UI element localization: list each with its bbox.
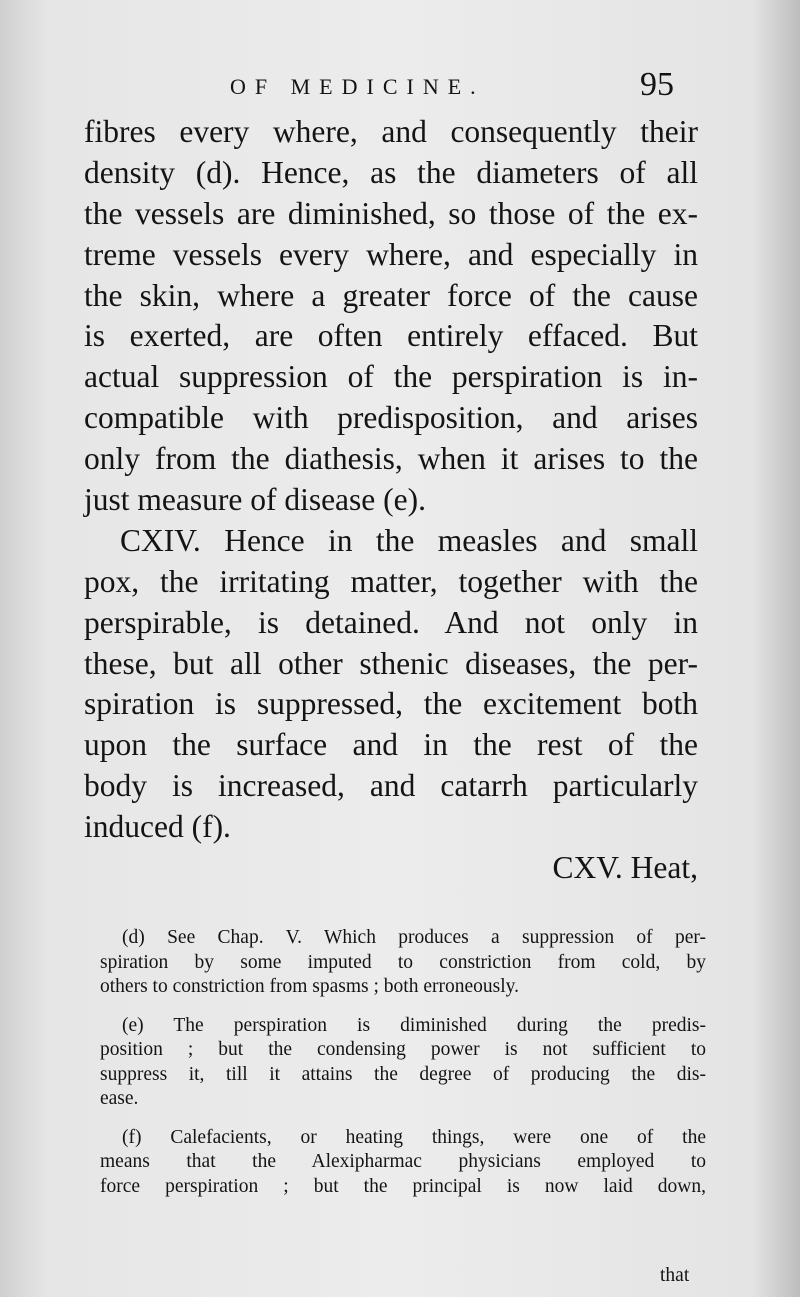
footnote-d <box>100 926 706 1000</box>
page-number: 95 <box>640 66 674 103</box>
footnote-line: spiration by some imputed to constriction from cold, by <box>100 951 706 973</box>
text-line: body is increased, and catarrh particularly <box>84 768 698 804</box>
text-line: treme vessels every where, and especially in <box>84 236 698 272</box>
text-line: just measure of disease (e). <box>84 482 426 518</box>
text-line: these, but all other sthenic diseases, the per- <box>84 645 698 681</box>
text-line: is exerted, are often entirely effaced. But <box>84 318 698 354</box>
footnotes <box>100 926 706 1213</box>
footnote-line: suppress it, till it attains the degree of producing the dis- <box>100 1063 706 1085</box>
text-line: the vessels are diminished, so those of the ex- <box>84 195 698 231</box>
footnote-e <box>100 1014 706 1112</box>
text-line: the skin, where a greater force of the cause <box>84 277 698 313</box>
footnote-line: (f) Calefacients, or heating things, were one of the <box>122 1126 706 1148</box>
footnote-f <box>100 1126 706 1200</box>
section-heading-line: CXV. Heat, <box>552 850 698 886</box>
text-line: only from the diathesis, when it arises to the <box>84 441 698 477</box>
text-line: compatible with predisposition, and arises <box>84 400 698 436</box>
footnote-line: others to constriction from spasms ; both erroneously. <box>100 976 520 997</box>
text-line: perspirable, is detained. And not only in <box>84 604 698 640</box>
footnote-line: (d) See Chap. V. Which produces a suppression of per- <box>122 927 706 948</box>
text-line: pox, the irritating matter, together with the <box>84 563 698 599</box>
section-heading-line: CXIV. Hence in the measles and small <box>120 522 698 558</box>
main-text <box>84 112 698 889</box>
text-line: actual suppression of the perspiration is in- <box>84 359 698 395</box>
text-line: fibres every where, and consequently their <box>84 114 698 149</box>
text-line: density (d). Hence, as the diameters of all <box>84 154 698 190</box>
footnote-line: force perspiration ; but the principal is now laid down, <box>100 1175 706 1197</box>
footnote-line: position ; but the condensing power is not sufficient to <box>100 1039 706 1060</box>
footnote-line: means that the Alexipharmac physicians employed to <box>100 1151 706 1172</box>
footnote-line: ease. <box>100 1088 139 1109</box>
page-header <box>0 66 800 106</box>
footnote-line: (e) The perspiration is diminished during the predis- <box>122 1014 706 1036</box>
text-line: induced (f). <box>84 809 231 845</box>
text-line: upon the surface and in the rest of the <box>84 727 698 763</box>
text-line: spiration is suppressed, the excitement both <box>84 686 698 722</box>
catchword: that <box>660 1265 690 1286</box>
running-head: OF MEDICINE. <box>230 74 485 99</box>
